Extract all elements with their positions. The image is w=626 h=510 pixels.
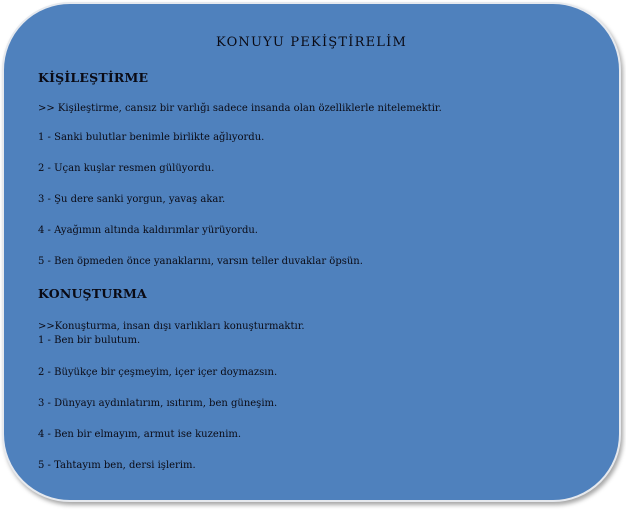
example-item: 4 - Ayağımın altında kaldırımlar yürüyordu.: [38, 225, 258, 236]
definition-konusturma: >>Konuşturma, insan dışı varlıkları konuşturmaktır.: [38, 321, 305, 332]
example-item: 3 - Dünyayı aydınlatırım, ısıtırım, ben güneşim.: [38, 398, 278, 409]
content-panel: [2, 2, 621, 502]
example-item: 1 - Sanki bulutlar benimle birlikte ağlıyordu.: [38, 132, 265, 143]
example-item: 2 - Uçan kuşlar resmen gülüyordu.: [38, 163, 215, 174]
example-item: 5 - Ben öpmeden önce yanaklarını, varsın teller duvaklar öpsün.: [38, 256, 363, 267]
example-item: 5 - Tahtayım ben, dersi işlerim.: [38, 460, 196, 471]
example-item: 1 - Ben bir bulutum.: [38, 335, 141, 346]
section-heading-konusturma: KONUŞTURMA: [38, 286, 147, 301]
example-item: 3 - Şu dere sanki yorgun, yavaş akar.: [38, 194, 226, 205]
example-item: 2 - Büyükçe bir çeşmeyim, içer içer doymazsın.: [38, 367, 278, 378]
section-heading-kisilestirme: KİŞİLEŞTİRME: [38, 70, 149, 85]
page-title: KONUYU PEKİŞTİRELİM: [216, 35, 407, 50]
example-item: 4 - Ben bir elmayım, armut ise kuzenim.: [38, 429, 242, 440]
definition-kisilestirme: >> Kişileştirme, cansız bir varlığı sadece insanda olan özelliklerle nitelemektir.: [38, 103, 442, 114]
